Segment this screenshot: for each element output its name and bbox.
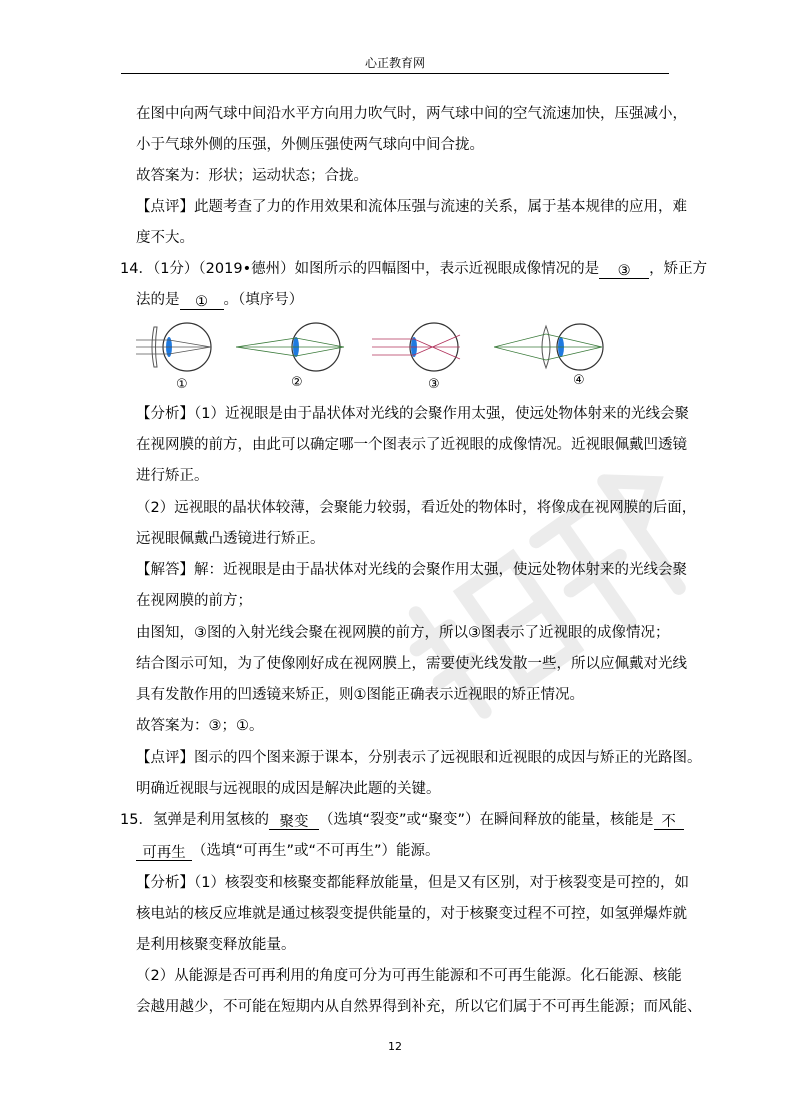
text-line: 在视网膜的前方； [136,593,252,609]
answer-blank: ① [180,293,224,310]
text-line: 故答案为：③；①。 [136,718,264,734]
watermark-graphic [380,450,740,770]
text-line: 在视网膜的前方，由此可以确定哪一个图表示了近视眼的成像情况。近视眼佩戴凹透镜 [136,437,687,453]
figure-label: ③ [428,377,440,392]
answer-blank: ③ [599,262,649,279]
text-line: 【解答】解：近视眼是由于晶状体对光线的会聚作用太强，使远处物体射来的光线会聚 [136,562,687,578]
eye-diagrams [136,322,616,402]
question-text: 14．（1分）（2019•德州）如图所示的四幅图中，表示近视眼成像情况的是 [120,261,600,277]
figure-label: ② [291,375,303,390]
text-line: （2）从能源是否可再利用的角度可分为可再生能源和不可再生能源。化石能源、核能 [136,968,682,984]
text-line: 明确近视眼与远视眼的成因是解决此题的关键。 [136,781,441,797]
text-line: 进行矫正。 [136,468,209,484]
text-line: 会越用越少，不可能在短期内从自然界得到补充，所以它们属于不可再生能源；而风能、 [136,999,702,1015]
answer-blank: 不 [654,813,684,830]
question-text: （选填“裂变”或“聚变”）在瞬间释放的能量，核能是 [318,812,654,828]
eye-diagram-1 [136,322,218,372]
text-line: 小于气球外侧的压强，外侧压强使两气球向中间合拢。 [136,137,484,153]
eye-diagram-2 [236,322,346,372]
eye-diagram-4 [494,322,606,372]
page-header: 心正教育网 [364,56,425,70]
figure-label: ④ [573,373,585,388]
text-line: 在图中向两气球中间沿水平方向用力吹气时，两气球中间的空气流速加快，压强减小， [136,106,687,122]
question-text: 15．氢弹是利用氢核的 [120,812,269,828]
question-15-line-1 [120,811,684,830]
eye-diagram-3 [372,322,464,372]
question-text: 。（填序号） [223,292,304,308]
question-14-line-1 [120,260,707,279]
answer-blank: 可再生 [136,844,192,861]
text-line: 由图知，③图的入射光线会聚在视网膜的前方，所以③图表示了近视眼的成像情况； [136,625,670,641]
question-text: ，矫正方 [649,261,708,277]
question-text: （选填“可再生”或“不可再生”）能源。 [192,843,440,859]
text-line: 【点评】此题考查了力的作用效果和流体压强与流速的关系，属于基本规律的应用，难 [136,199,687,215]
text-line: 是利用核聚变释放能量。 [136,937,296,953]
question-14-line-2 [136,291,303,310]
text-line: 【点评】图示的四个图来源于课本，分别表示了远视眼和近视眼的成因与矫正的光路图。 [136,750,702,766]
text-line: 远视眼佩戴凸透镜进行矫正。 [136,531,325,547]
text-line: 核电站的核反应堆就是通过核裂变提供能量的，对于核聚变过程不可控，如氢弹爆炸就 [136,906,687,922]
question-15-line-2 [136,842,440,861]
page-number: 12 [388,1040,402,1053]
text-line: （2）远视眼的晶状体较薄，会聚能力较弱，看近处的物体时，将像成在视网膜的后面， [136,500,697,516]
text-line: 具有发散作用的凹透镜来矫正，则①图能正确表示近视眼的矫正情况。 [136,687,584,703]
text-line: 结合图示可知，为了使像刚好成在视网膜上，需要使光线发散一些，所以应佩戴对光线 [136,656,687,672]
header-divider [121,73,669,74]
text-line: 【分析】（1）近视眼是由于晶状体对光线的会聚作用太强，使远处物体射来的光线会聚 [136,406,689,422]
answer-blank: 聚变 [269,813,319,830]
text-line: 故答案为：形状；运动状态；合拢。 [136,168,368,184]
text-line: 【分析】（1）核裂变和核聚变都能释放能量，但是又有区别，对于核裂变是可控的，如 [136,875,689,891]
figure-label: ① [176,377,188,392]
question-text: 法的是 [136,292,180,308]
text-line: 度不大。 [136,230,194,246]
